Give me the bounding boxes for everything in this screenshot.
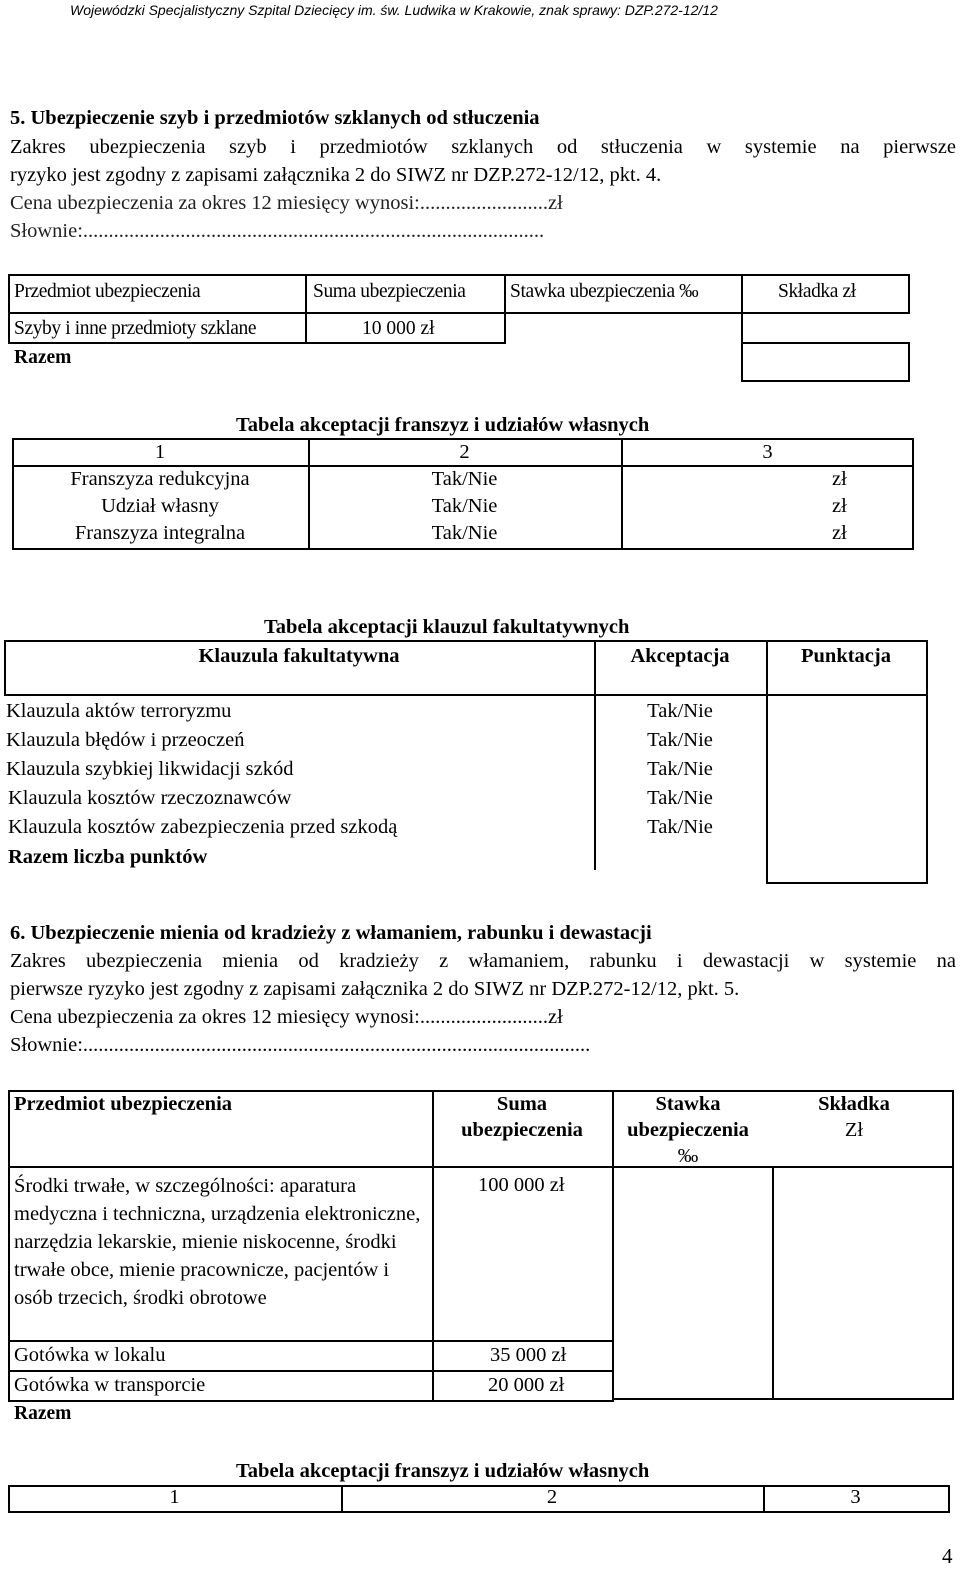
- clauses-title: Tabela akceptacji klauzul fakultatywnych: [264, 616, 630, 638]
- tak-nie-value: Tak/Nie: [647, 816, 713, 838]
- clauses-total-label: Razem liczba punktów: [8, 846, 208, 868]
- page-number: 4: [942, 1544, 953, 1568]
- deductibles-title: Tabela akceptacji franszyz i udziałów własnych: [236, 1460, 650, 1482]
- section-6-scope-line1: Zakres ubezpieczenia mienia od kradzieży z włamaniem, rabunku i dewastacji w systemie na: [10, 950, 956, 972]
- table-row: Franszyza integralna: [74, 522, 246, 544]
- header-stawka: Stawka: [655, 1093, 721, 1115]
- currency-unit: zł: [832, 522, 847, 544]
- section-5-scope-line2: ryzyko jest zgodny z zapisami załącznika 2 do SIWZ nr DZP.272-12/12, pkt. 4.: [10, 164, 662, 186]
- tak-nie-value: Tak/Nie: [647, 700, 713, 722]
- deductibles-title: Tabela akceptacji franszyz i udziałów własnych: [236, 414, 650, 436]
- section-6-words: Słownie:...................................................................................................: [10, 1034, 591, 1056]
- row-gotowka-transport-sum: 20 000 zł: [488, 1374, 565, 1396]
- section-5-price: Cena ubezpieczenia za okres 12 miesięcy wynosi:.........................zł: [10, 192, 563, 214]
- section-6-scope-line2: pierwsze ryzyko jest zgodny z zapisami załącznika 2 do SIWZ nr DZP.272-12/12, pkt. 5.: [10, 978, 740, 1000]
- table-row: Klauzula kosztów rzeczoznawców: [8, 787, 292, 809]
- deductible-col-1: 1: [169, 1486, 180, 1508]
- tak-nie-value: Tak/Nie: [647, 729, 713, 751]
- razem-skladka-cell: [741, 342, 910, 382]
- row-gotowka-transport-label: Gotówka w transporcie: [14, 1374, 206, 1396]
- header-skladka: Składka: [818, 1093, 890, 1115]
- tak-nie-value: Tak/Nie: [647, 758, 713, 780]
- per-mille-icon: ‰: [677, 1145, 699, 1167]
- table-row: Franszyza redukcyjna: [70, 468, 250, 490]
- section-5-words: Słownie:..........................................................................................: [10, 220, 545, 242]
- table-row: Klauzula kosztów zabezpieczenia przed szkodą: [8, 816, 398, 838]
- section-6-price: Cena ubezpieczenia za okres 12 miesięcy wynosi:.........................zł: [10, 1006, 563, 1028]
- tak-nie-value: Tak/Nie: [431, 468, 498, 490]
- header-suma: Suma ubezpieczenia: [313, 281, 466, 302]
- header-stawka: Stawka ubezpieczenia ‰: [510, 281, 699, 302]
- tak-nie-value: Tak/Nie: [431, 522, 498, 544]
- row-szyby-label: Szyby i inne przedmioty szklane: [14, 318, 257, 339]
- deductible-col-1: 1: [154, 441, 166, 463]
- tak-nie-value: Tak/Nie: [431, 495, 498, 517]
- row-gotowka-lokal-label: Gotówka w lokalu: [14, 1344, 166, 1366]
- section-6-title: 6. Ubezpieczenie mienia od kradzieży z włamaniem, rabunku i dewastacji: [10, 922, 652, 944]
- header-punktacja: Punktacja: [801, 645, 891, 667]
- currency-unit: zł: [832, 495, 847, 517]
- deductible-col-3: 3: [850, 1486, 861, 1508]
- section-5-scope-line1: Zakres ubezpieczenia szyb i przedmiotów szklanych od stłuczenia w systemie na pierwsze: [10, 136, 956, 158]
- table-row: Klauzula błędów i przeoczeń: [6, 729, 245, 751]
- row-srodki-trwale-label: Środki trwałe, w szczególności: aparatura medyczna i techniczna, urządzenia elektroniczne, narzędzia lekarskie, mienie niskocenne, środki trwałe obce, mienie pracownicze, pacjentów i osób trzecich, środki obrotowe: [14, 1175, 421, 1309]
- header-przedmiot: Przedmiot ubezpieczenia: [14, 1093, 233, 1115]
- deductible-col-3: 3: [762, 441, 773, 463]
- header-suma: Suma: [496, 1093, 548, 1115]
- deductible-col-2: 2: [459, 441, 470, 463]
- razem-label: Razem: [14, 347, 72, 368]
- document-header: Wojewódzki Specjalistyczny Szpital Dziecięcy im. św. Ludwika w Krakowie, znak sprawy: DZP.272-12/12: [70, 2, 718, 18]
- row-gotowka-lokal-sum: 35 000 zł: [490, 1344, 567, 1366]
- row-szyby-sum: 10 000 zł: [362, 318, 435, 339]
- currency-unit: zł: [832, 468, 847, 490]
- header-stawka-line2: ubezpieczenia: [627, 1119, 749, 1141]
- table-row: Udział własny: [101, 495, 219, 517]
- header-akceptacja: Akceptacja: [630, 645, 730, 667]
- header-przedmiot: Przedmiot ubezpieczenia: [14, 281, 201, 302]
- table-row: Klauzula szybkiej likwidacji szkód: [6, 758, 294, 780]
- table-row: Klauzula aktów terroryzmu: [6, 700, 232, 722]
- deductible-col-2: 2: [546, 1486, 558, 1508]
- header-suma-line2: ubezpieczenia: [461, 1119, 583, 1141]
- header-klauzula: Klauzula fakultatywna: [198, 645, 400, 667]
- section-5-title: 5. Ubezpieczenie szyb i przedmiotów szklanych od stłuczenia: [10, 107, 540, 129]
- razem-label: Razem: [14, 1403, 72, 1424]
- tak-nie-value: Tak/Nie: [647, 787, 713, 809]
- header-skladka: Składka zł: [778, 281, 856, 302]
- row-srodki-trwale-sum: 100 000 zł: [478, 1174, 565, 1196]
- header-skladka-currency: Zł: [844, 1119, 864, 1141]
